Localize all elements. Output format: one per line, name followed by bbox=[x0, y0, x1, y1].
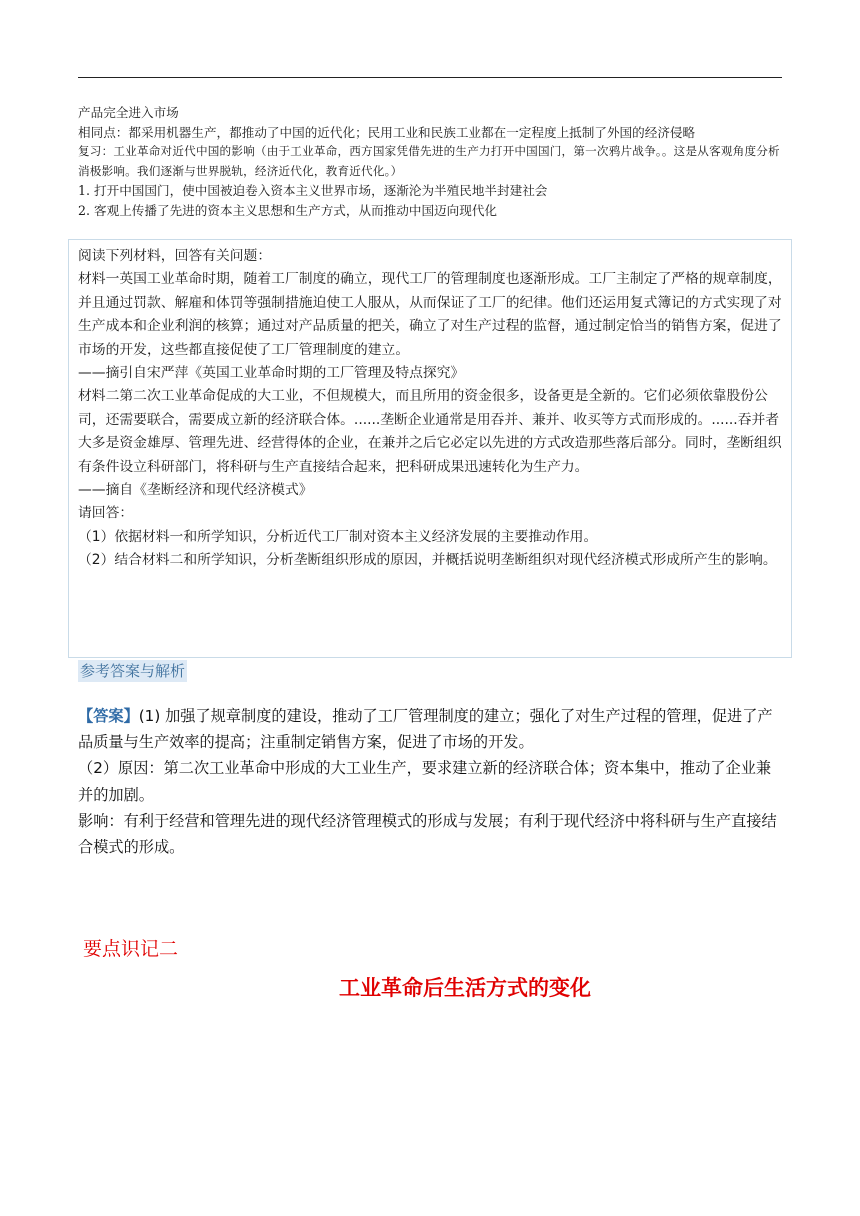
header-rule bbox=[78, 77, 782, 78]
answer-two: （2）原因：第二次工业革命中形成的大工业生产，要求建立新的经济联合体；资本集中，推动了企业兼并的加剧。 bbox=[78, 759, 772, 804]
key-point-heading: 要点识记二 bbox=[83, 938, 179, 960]
material-two-source: ——摘自《垄断经济和现代经济模式》 bbox=[78, 482, 313, 499]
intro-line: 1. 打开中国国门，使中国被迫卷入资本主义世界市场，逐渐沦为半殖民地半封建社会 bbox=[78, 183, 548, 199]
answer-one bbox=[78, 703, 784, 755]
intro-line: 2. 客观上传播了先进的资本主义思想和生产方式，从而推动中国迈向现代化 bbox=[78, 202, 498, 218]
intro-line: 相同点：都采用机器生产，都推动了中国的近代化；民用工业和民族工业都在一定程度上抵制了外国的经济侵略 bbox=[78, 124, 696, 140]
intro-line: 复习：工业革命对近代中国的影响（由于工业革命，西方国家凭借先进的生产力打开中国国门，第一次鸦片战争。。这是从客观角度分析消极影响。我们逐渐与世界脱轨，经济近代化，教育近代化。） bbox=[78, 144, 780, 178]
answer-section bbox=[78, 703, 784, 860]
material-one-source: ——摘引自宋严萍《英国工业革命时期的工厂管理及特点探究》 bbox=[78, 365, 465, 382]
question-two: （2）结合材料二和所学知识，分析垄断组织形成的原因，并概括说明垄断组织对现代经济模式形成所产生的影响。 bbox=[78, 552, 777, 569]
question-one: （1）依据材料一和所学知识，分析近代工厂制对资本主义经济发展的主要推动作用。 bbox=[78, 528, 598, 545]
material-section bbox=[78, 245, 786, 573]
answer-one-text: (1) 加强了规章制度的建设，推动了工厂管理制度的建立；强化了对生产过程的管理，促进了产品质量与生产效率的提高；注重制定销售方案，促进了市场的开发。 bbox=[78, 707, 773, 752]
intro-line: 产品完全进入市场 bbox=[78, 105, 179, 120]
material-one: 材料一英国工业革命时期，随着工厂制度的确立，现代工厂的管理制度也逐渐形成。工厂主制定了严格的规章制度，并且通过罚款、解雇和体罚等强制措施迫使工人服从，从而保证了工厂的纪律。他们还运用复式簿记的方式实现了对生产成本和企业利润的核算；通过对产品质量的把关，确立了对生产过程的监督，通过制定恰当的销售方案，促进了市场的开发，这些都直接促使了工厂管理制度的建立。 bbox=[78, 271, 782, 358]
answer-heading: 参考答案与解析 bbox=[80, 662, 186, 680]
intro-text bbox=[78, 103, 784, 221]
material-prompt: 阅读下列材料，回答有关问题： bbox=[78, 248, 272, 264]
material-two: 材料二第二次工业革命促成的大工业，不但规模大，而且所用的资金很多，设备更是全新的。它们必须依靠股份公司，还需要联合，需要成立新的经济联合体。......垄断企业通常是用吞并、兼并、收买等方式而形成的。......吞并者大多是资金雄厚、管理先进、经营得体的企业，在兼并之后它必定以先进的方式改造那些落后部分。同时，垄断组织有条件设立科研部门，将科研与生产直接结合起来，把科研成果迅速转化为生产力。 bbox=[78, 388, 782, 475]
answer-three: 影响：有利于经营和管理先进的现代经济管理模式的形成与发展；有利于现代经济中将科研与生产直接结合模式的形成。 bbox=[78, 811, 777, 857]
section-title: 工业革命后生活方式的变化 bbox=[339, 976, 591, 1000]
answer-tag: 【答案】 bbox=[78, 707, 139, 725]
question-ask: 请回答： bbox=[78, 505, 134, 522]
